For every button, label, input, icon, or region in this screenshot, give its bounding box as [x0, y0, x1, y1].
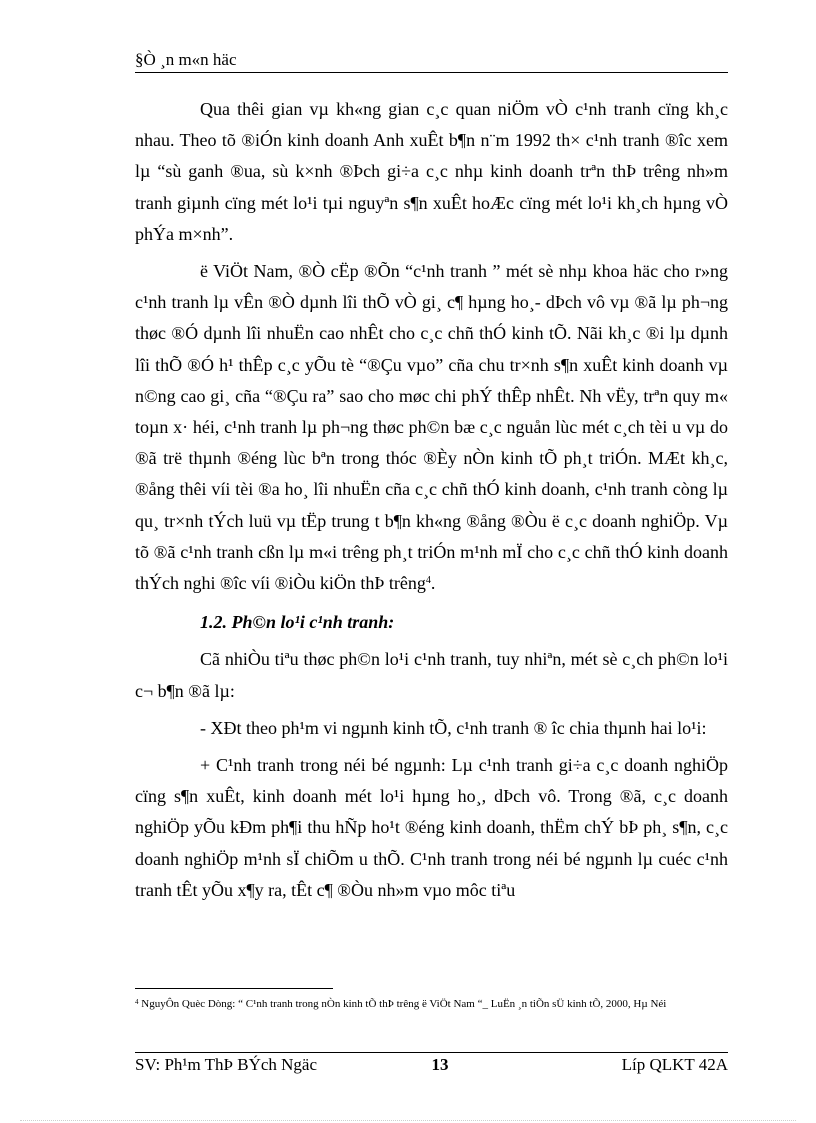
- paragraph-5: + C¹nh tranh trong néi bé ngµnh: Lµ c¹nh tranh gi÷a c¸c doanh nghiÖp cïng s¶n xuÊt, kinh doanh mét lo¹i hµng ho¸, dÞch vô. Trong ®ã, c¸c doanh nghiÖp yÕu kÐm ph¶i thu hÑp ho¹t ®éng kinh doanh, thËm chÝ bÞ ph¸ s¶n, c¸c doanh nghiÖp m¹nh sÏ chiÕm u thÕ. C¹nh tranh trong néi bé ngµnh lµ cuéc c¹nh tranh tÊt yÕu x¶y ra, tÊt c¶ ®Òu nh»m vµo môc tiªu: [135, 755, 728, 900]
- section-heading: 1.2. Ph©n lo¹i c¹nh tranh:: [200, 612, 395, 633]
- paragraph-2-text: ë ViÖt Nam, ®Ò cËp ®Õn “c¹nh tranh ” mét sè nhµ khoa häc cho r»ng c¹nh tranh lµ vÊn ®Ò dµnh lîi thÕ vÒ gi¸ c¶ hµng ho¸- dÞch vô vµ ®ã lµ ph¬ng thøc ®Ó dµnh lîi nhuËn cao nhÊt cho c¸c chñ thÓ kinh tÕ. Nãi kh¸c ®i lµ dµnh lîi thÕ ®Ó h¹ thÊp c¸c yÕu tè “®Çu vµo” cña chu tr×nh s¶n xuÊt kinh doanh vµ n©ng cao gi¸ cña “®Çu ra” sao cho møc chi phÝ thÊp nhÊt. Nh vËy, trªn quy m« toµn x· héi, c¹nh tranh lµ ph¬ng thøc ph©n bæ c¸c nguån lùc mét c¸ch tèi u vµ do ®ã trë thµnh ®éng lùc bªn trong thóc ®Èy nÒn kinh tÕ ph¸t triÓn. MÆt kh¸c, ®ång thêi víi tèi ®a ho¸ lîi nhuËn cña c¸c chñ thÓ kinh doanh, c¹nh tranh còng lµ qu¸ tr×nh tÝch luü vµ tËp trung t b¶n kh«ng ®ång ®Òu ë c¸c doanh nghiÖp. Vµ tõ ®ã c¹nh tranh cßn lµ m«i trêng ph¸t triÓn m¹nh mÏ cho c¸c chñ thÓ kinh doanh thÝch nghi ®îc víi ®iÒu kiÖn thÞ trêng: [135, 261, 728, 594]
- header-divider: [135, 72, 728, 73]
- paragraph-3: Cã nhiÒu tiªu thøc ph©n lo¹i c¹nh tranh, tuy nhiªn, mét sè c¸ch ph©n lo¹i c¬ b¶n ®ã lµ:: [135, 649, 728, 701]
- footer-divider: [135, 1052, 728, 1053]
- footnote-number: 4: [135, 998, 139, 1006]
- page-header-title: §Ò ¸n m«n häc: [135, 50, 237, 69]
- footnote-text: NguyÔn Quèc Dòng: “ C¹nh tranh trong nÒn kinh tÕ thÞ trêng ë ViÖt Nam “_ LuËn ¸n tiÕn sÜ kinh tÕ, 2000, Hµ Néi: [138, 998, 667, 1010]
- paragraph-2: [135, 256, 728, 599]
- paragraph-2-end: .: [430, 573, 436, 594]
- document-body: [135, 94, 728, 906]
- page-bottom-edge: [20, 1120, 796, 1121]
- footnote-reference: 4: [425, 575, 431, 587]
- paragraph-4: - XÐt theo ph¹m vi ngµnh kinh tÕ, c¹nh tranh ® îc chia thµnh hai lo¹i:: [200, 717, 707, 738]
- footnote-divider: [135, 988, 333, 989]
- page-number: 13: [431, 1055, 449, 1074]
- footer-class-name: Líp QLKT 42A: [621, 1055, 728, 1074]
- paragraph-1: Qua thêi gian vµ kh«ng gian c¸c quan niÖm vÒ c¹nh tranh cïng kh¸c nhau. Theo tõ ®iÓn kinh doanh Anh xuÊt b¶n n¨m 1992 th× c¹nh tranh ®îc xem lµ “sù ganh ®ua, sù k×nh ®Þch gi÷a c¸c nhµ kinh doanh trªn thÞ trêng nh»m tranh giµnh cïng mét lo¹i tµi nguyªn s¶n xuÊt hoÆc cïng mét lo¹i kh¸ch hµng vÒ phÝa m×nh”.: [135, 99, 728, 244]
- footnote: [135, 996, 728, 1012]
- footer-student-name: SV: Ph¹m ThÞ BÝch Ngäc: [135, 1055, 318, 1074]
